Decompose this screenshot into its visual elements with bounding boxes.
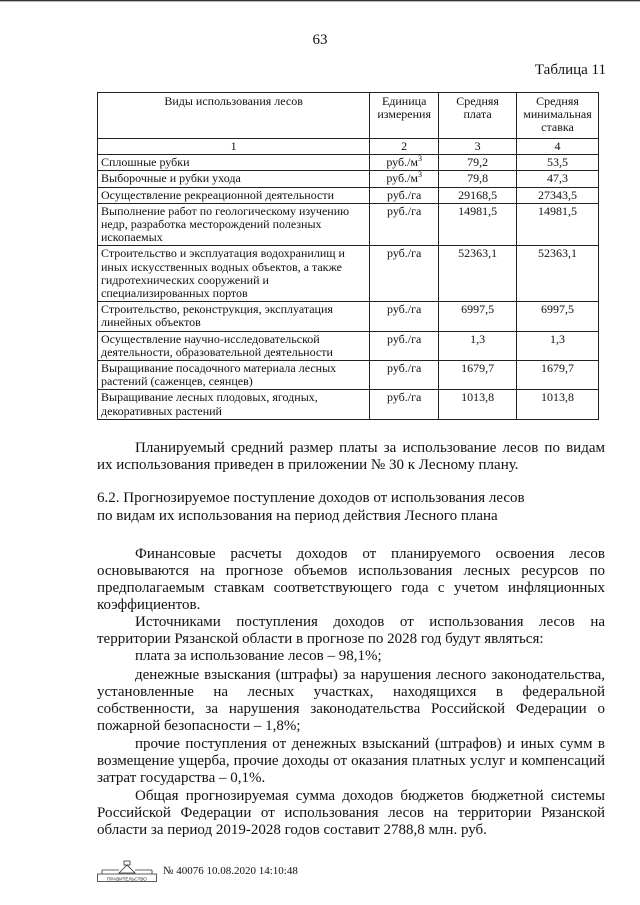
unit-cell xyxy=(370,187,439,203)
table-label: Таблица 11 xyxy=(534,62,606,78)
average-fee-cell: 79,2 xyxy=(439,155,517,171)
unit-text: руб./га xyxy=(386,361,422,376)
min-rate-cell: 1,3 xyxy=(517,331,599,360)
paragraph-total-income: Общая прогнозируемая сумма доходов бюджетов бюджетной системы Российской Федерации от использования лесов на территории Рязанской области за период 2019-2028 годов составит 2788,8 млн. руб. xyxy=(97,788,605,838)
unit-cell xyxy=(370,246,439,302)
use-type-cell: Строительство, реконструкция, эксплуатация линейных объектов xyxy=(98,302,370,331)
table-row xyxy=(98,155,599,171)
average-fee-cell: 6997,5 xyxy=(439,302,517,331)
index-cell: 4 xyxy=(517,139,599,155)
min-rate-cell: 1013,8 xyxy=(517,390,599,419)
min-rate-cell: 14981,5 xyxy=(517,203,599,246)
header-average-fee: Средняя плата xyxy=(439,93,517,139)
unit-text: руб./м xyxy=(386,171,419,186)
unit-text: руб./га xyxy=(386,390,422,405)
unit-cell xyxy=(370,302,439,331)
table-row xyxy=(98,302,599,331)
government-building-icon xyxy=(97,860,157,882)
unit-text: руб./га xyxy=(386,203,422,218)
min-rate-cell: 53,5 xyxy=(517,155,599,171)
table-row xyxy=(98,361,599,390)
scan-top-edge xyxy=(0,0,640,4)
registration-footer xyxy=(97,860,298,882)
average-fee-cell: 1,3 xyxy=(439,331,517,360)
header-unit: Единица измерения xyxy=(370,93,439,139)
index-cell: 2 xyxy=(370,139,439,155)
section-heading-line-2: по видам их использования на период действия Лесного плана xyxy=(97,508,498,524)
unit-cell xyxy=(370,203,439,246)
table-row xyxy=(98,331,599,360)
average-fee-cell: 29168,5 xyxy=(439,187,517,203)
use-type-cell: Сплошные рубки xyxy=(98,155,370,171)
average-fee-cell: 1013,8 xyxy=(439,390,517,419)
min-rate-cell: 27343,5 xyxy=(517,187,599,203)
use-type-cell: Строительство и эксплуатация водохранилищ и иных искусственных водных объектов, а также гидротехнических сооружений и специализированных портов xyxy=(98,246,370,302)
section-heading-line-1: 6.2. Прогнозируемое поступление доходов от использования лесов xyxy=(97,490,525,506)
paragraph-fines-share: денежные взыскания (штрафы) за нарушения лесного законодательства, установленные на лесных участках, находящихся в федеральной собственности, за нарушения законодательства Российской Федерации о пожарной безопасности – 1,8%; xyxy=(97,667,605,734)
paragraph-financial-calc: Финансовые расчеты доходов от планируемого освоения лесов основываются на прогнозе объемов использования лесных ресурсов по предполагаемым ставкам соответствующего года с учетом инфляционных коэффициентов. xyxy=(97,546,605,613)
registration-stamp: № 40076 10.08.2020 14:10:48 xyxy=(163,865,298,877)
use-type-cell: Осуществление рекреационной деятельности xyxy=(98,187,370,203)
unit-cell xyxy=(370,390,439,419)
table-row xyxy=(98,187,599,203)
table-header-row xyxy=(98,93,599,139)
header-min-rate: Средняя минимальная ставка xyxy=(517,93,599,139)
use-type-cell: Выборочные и рубки ухода xyxy=(98,171,370,187)
use-type-cell: Осуществление научно-исследовательской деятельности, образовательной деятельности xyxy=(98,331,370,360)
use-type-cell: Выполнение работ по геологическому изучению недр, разработка месторождений полезных ископаемых xyxy=(98,203,370,246)
index-cell: 3 xyxy=(439,139,517,155)
average-fee-cell: 79,8 xyxy=(439,171,517,187)
paragraph-other-income: прочие поступления от денежных взысканий (штрафов) и иных сумм в возмещение ущерба, прочие доходы от оказания платных услуг и компенсаций затрат государства – 0,1%. xyxy=(97,736,605,786)
table-row xyxy=(98,171,599,187)
average-fee-cell: 52363,1 xyxy=(439,246,517,302)
unit-text: руб./м xyxy=(386,155,419,170)
unit-cell xyxy=(370,331,439,360)
after-table-paragraph: Планируемый средний размер платы за использование лесов по видам их использования приведен в приложении № 30 к Лесному плану. xyxy=(97,440,605,473)
table-row xyxy=(98,390,599,419)
unit-cell xyxy=(370,361,439,390)
header-use-type: Виды использования лесов xyxy=(98,93,370,139)
unit-exponent: 3 xyxy=(418,154,423,164)
unit-cell xyxy=(370,171,439,187)
unit-text: руб./га xyxy=(386,187,422,202)
table-index-row xyxy=(98,139,599,155)
page-number: 63 xyxy=(312,32,328,48)
average-fee-cell: 1679,7 xyxy=(439,361,517,390)
table-row xyxy=(98,203,599,246)
min-rate-cell: 1679,7 xyxy=(517,361,599,390)
min-rate-cell: 47,3 xyxy=(517,171,599,187)
index-cell: 1 xyxy=(98,139,370,155)
unit-text: руб./га xyxy=(386,302,422,317)
use-type-cell: Выращивание лесных плодовых, ягодных, декоративных растений xyxy=(98,390,370,419)
forest-use-rates-table xyxy=(97,92,599,420)
unit-exponent: 3 xyxy=(418,170,423,180)
min-rate-cell: 52363,1 xyxy=(517,246,599,302)
paragraph-income-sources: Источниками поступления доходов от использования лесов на территории Рязанской области в прогнозе по 2028 год будут являться: xyxy=(97,614,605,647)
average-fee-cell: 14981,5 xyxy=(439,203,517,246)
min-rate-cell: 6997,5 xyxy=(517,302,599,331)
table-row xyxy=(98,246,599,302)
logo-caption: ПРАВИТЕЛЬСТВО xyxy=(107,876,147,882)
unit-text: руб./га xyxy=(386,246,422,261)
paragraph-fee-share: плата за использование лесов – 98,1%; xyxy=(135,648,382,664)
unit-cell xyxy=(370,155,439,171)
use-type-cell: Выращивание посадочного материала лесных растений (саженцев, сеянцев) xyxy=(98,361,370,390)
unit-text: руб./га xyxy=(386,331,422,346)
